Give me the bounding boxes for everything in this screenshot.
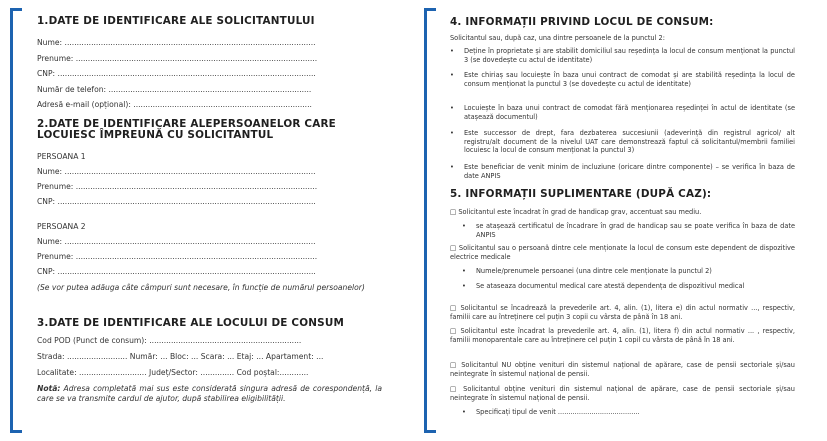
sec4-option[interactable]: • Deține în proprietate și are stabilit domiciliul sau reședința la locul de consum menționat la punctul 3 (se dovedește cu actul de identitate) — [450, 47, 795, 64]
section-5-title: 5. INFORMAȚII SUPLIMENTARE (DUPĂ CAZ): — [450, 188, 712, 200]
sec5-sub-item: • Se ataseaza documentul medical care atestă dependența de dispozitivul medical — [462, 282, 745, 290]
p2-field-cnp[interactable]: CNP: ........................................................................................................... — [37, 267, 316, 276]
sec4-option[interactable]: • Este chiriaș sau locuiește în baza unui contract de comodat și are stabilită reședința la locul de consum menționat la punctul 3 (se dovedește cu actul de identitate) — [450, 71, 795, 88]
section-1-title: 1.DATE DE IDENTIFICARE ALE SOLICITANTULUI — [37, 15, 315, 27]
sec5-sub-item: • se atașează certificatul de încadrare în grad de handicap sau se poate verifica în baza de date ANPIS — [462, 222, 795, 239]
sec5-checkbox-item[interactable]: □ Solicitantul NU obține venituri din sistemul național de apărare, case de pensii sectoriale și/sau neintegrate în sistemul național de pensii. — [450, 361, 795, 378]
p1-field-cnp[interactable]: CNP: ........................................................................................................... — [37, 197, 316, 206]
sec5-checkbox-item[interactable]: □ Solicitantul este încadrat în grad de handicap grav, accentuat sau mediu. — [450, 208, 702, 216]
checkbox-icon[interactable]: □ — [450, 385, 459, 393]
checkbox-icon[interactable]: □ — [450, 208, 457, 216]
checkbox-icon[interactable]: □ — [450, 304, 458, 312]
sec4-option[interactable]: • Este beneficiar de venit minim de incluziune (oricare dintre componente) – se verifica în baza de date ANPIS — [450, 163, 795, 180]
p1-field-prenume[interactable]: Prenume: .................................................................................................... — [37, 182, 318, 191]
field-cod-pod[interactable]: Cod POD (Punct de consum): ............................................................... — [37, 336, 302, 345]
field-nume[interactable]: Nume: ........................................................................................................ — [37, 38, 316, 47]
field-email[interactable]: Adresă e-mail (opțional): .......................................................................... — [37, 100, 312, 109]
checkbox-icon[interactable]: □ — [450, 361, 458, 369]
sec5-checkbox-item[interactable]: □ Solicitantul este încadrat la prevederile art. 4, alin. (1), litera f) din actul normativ ... , respectiv, familii monoparentale care au întreținere cel puțin 1 copil cu vârsta de până în 18 ani. — [450, 327, 795, 344]
nota-paragraph — [37, 384, 382, 403]
section-3-title: 3.DATE DE IDENTIFICARE ALE LOCULUI DE CONSUM — [37, 317, 345, 329]
sec5-checkbox-item[interactable]: □ Solicitantul se încadrează la prevederile art. 4, alin. (1), litera e) din actul normativ ..., respectiv, familii care au întreținere cel puțin 3 copii cu vârsta de până în 18 ani. — [450, 304, 795, 321]
nota-text: Adresa completată mai sus este considerată singura adresă de corespondență, la care se va transmite cardul de ajutor, după stabilirea eligibilității. — [37, 384, 382, 403]
sec5-checkbox-item[interactable]: □ Solicitantul sau o persoană dintre cele menționate la locul de consum este dependent de dispozitive electrice medicale — [450, 244, 795, 261]
sec5-sub-item: • Numele/prenumele persoanei (una dintre cele menționate la punctul 2) — [462, 267, 712, 275]
nota-label: Notă: — [37, 384, 61, 393]
section-2-note: (Se vor putea adăuga câte câmpuri sunt necesare, în funcție de numărul persoanelor) — [37, 283, 365, 292]
checkbox-icon[interactable]: □ — [450, 327, 458, 335]
p2-field-nume[interactable]: Nume: ........................................................................................................ — [37, 237, 316, 246]
p2-field-prenume[interactable]: Prenume: .................................................................................................... — [37, 252, 318, 261]
field-telefon[interactable]: Număr de telefon: .................................................................................... — [37, 85, 312, 94]
p1-field-nume[interactable]: Nume: ........................................................................................................ — [37, 167, 316, 176]
field-prenume[interactable]: Prenume: .................................................................................................... — [37, 54, 318, 63]
checkbox-icon[interactable]: □ — [450, 244, 457, 252]
persoana-2-label: PERSOANA 2 — [37, 222, 86, 231]
persoana-1-label: PERSOANA 1 — [37, 152, 86, 161]
section-4-title: 4. INFORMAȚII PRIVIND LOCUL DE CONSUM: — [450, 16, 714, 28]
sec5-checkbox-item[interactable]: □ Solicitantul obține venituri din sistemul național de apărare, case de pensii sectoriale și/sau neintegrate în sistemul național de pensii. — [450, 385, 795, 402]
field-cnp[interactable]: CNP: ........................................................................................................... — [37, 69, 316, 78]
left-bracket-decoration — [10, 8, 22, 433]
right-bracket-decoration — [424, 8, 436, 433]
sec4-option[interactable]: • Locuiește în baza unui contract de comodat fără menționarea reședinței în actul de identitate (se atașează documentul) — [450, 104, 795, 121]
section-2-title: 2.DATE DE IDENTIFICARE ALEPERSOANELOR CARE LOCUIESC ÎMPREUNĂ CU SOLICITANTUL — [37, 118, 336, 141]
section-4-intro: Solicitantul sau, după caz, una dintre persoanele de la punctul 2: — [450, 34, 665, 42]
sec5-sub-item[interactable]: • Specificați tipul de venit ....................................... — [462, 408, 640, 416]
field-adresa-strada[interactable]: Strada: ......................... Număr: ... Bloc: ... Scara: ... Etaj: ... Apartament: ... — [37, 352, 324, 361]
field-adresa-localitate[interactable]: Localitate: ............................ Județ/Sector: .............. Cod poștal:............ — [37, 368, 309, 377]
sec4-option[interactable]: • Este successor de drept, fara dezbaterea succesiunii (adeverință din registrul agricol/ alt registru/alt document de la nivelul UAT care demonstrează faptul că solicitantul/membrii familiei locuiesc la locul de consum menționat la punctul 3) — [450, 129, 795, 155]
